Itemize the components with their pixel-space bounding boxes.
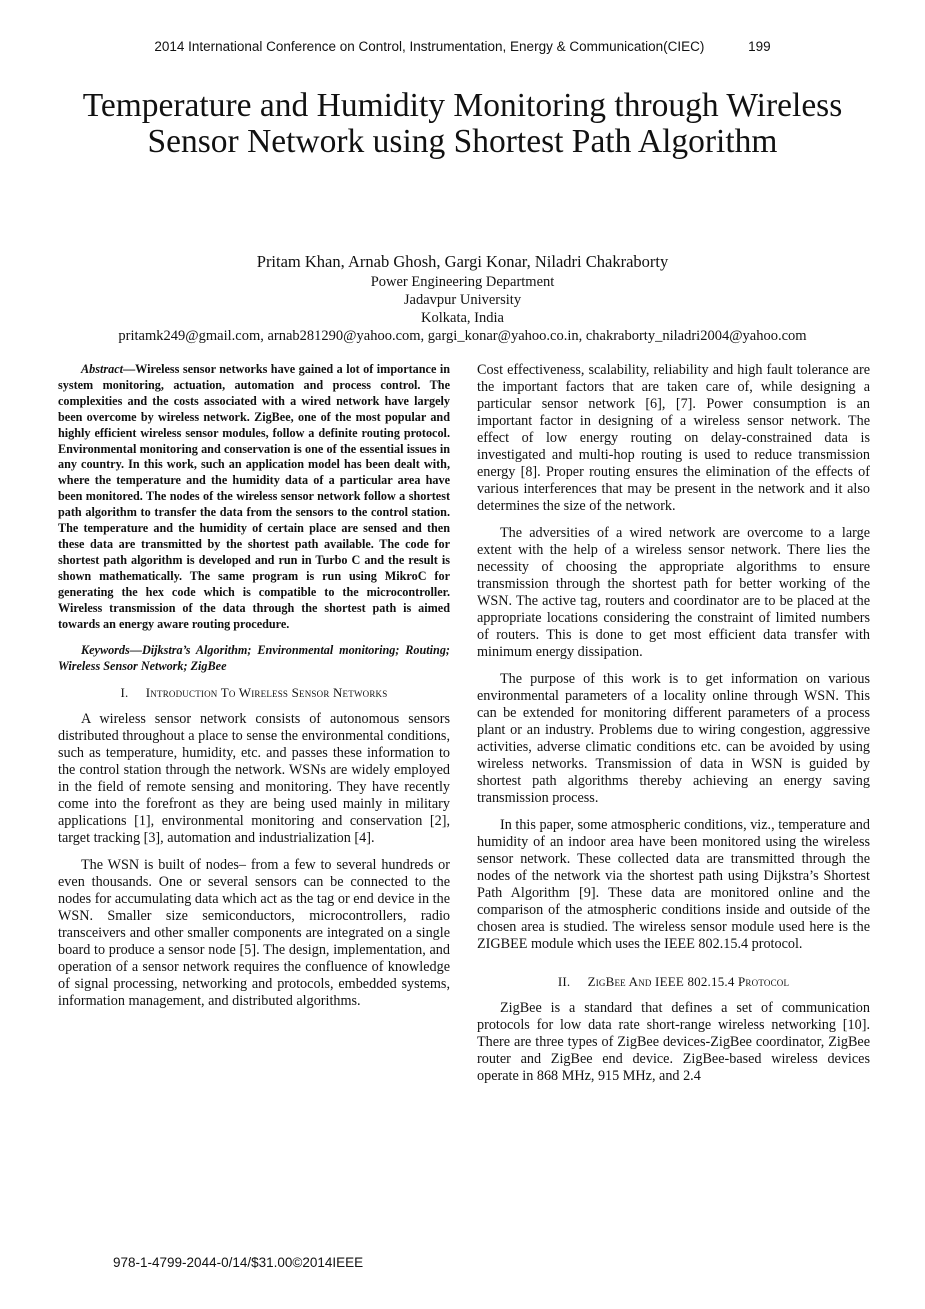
running-header <box>0 39 925 54</box>
page-number: 199 <box>748 39 771 54</box>
copyright-footer: 978-1-4799-2044-0/14/$31.00©2014IEEE <box>113 1255 364 1270</box>
section-title: Introduction To Wireless Sensor Networks <box>145 685 388 701</box>
paragraph: Cost effectiveness, scalability, reliability and high fault tolerance are the important factors that are taken care of, while designing a particular sensor network [6], [7]. Power consumption is an important factor in designing of a wireless sensor network. The effect of low energy routing on delay-constrained data is investigated and multi-hop routing is used to reduce transmission energy [8]. Proper routing ensures the elimination of the effects of various interferences that may be present in the network and it also determines the size of the network. <box>477 362 870 514</box>
paragraph: The WSN is built of nodes– from a few to several hundreds or even thousands. One or several sensors can be connected to the nodes for accumulating data which act as the tag or end device in the WSN. Smaller size semiconductors, microcontrollers, radio transceivers and other smaller components are integrated on a single board to produce a sensor node [5]. The design, implementation, and operation of a sensor network requires the confluence of knowledge of signal processing, networking and protocols, embedded systems, information management, and distributed algorithms. <box>58 857 450 1010</box>
abstract-label: Abstract <box>81 362 123 376</box>
paragraph: ZigBee is a standard that defines a set of communication protocols for low data rate short-range wireless networking [10]. There are three types of ZigBee devices-ZigBee coordinator, ZigBee router and ZigBee end device. ZigBee-based wireless devices operate in 868 MHz, 915 MHz, and 2.4 <box>477 1000 870 1084</box>
right-column <box>477 362 870 1095</box>
keywords: Keywords—Dijkstra’s Algorithm; Environmental monitoring; Routing; Wireless Sensor Network; ZigBee <box>58 643 450 674</box>
section-heading-1 <box>58 684 450 701</box>
author-list: Pritam Khan, Arnab Ghosh, Gargi Konar, Niladri Chakraborty <box>256 252 669 271</box>
left-column <box>58 362 450 1020</box>
paragraph: A wireless sensor network consists of autonomous sensors distributed throughout a place to sense the environmental conditions, such as temperature, humidity, etc. and passes these information to the control station through the network. WSNs are widely employed in the field of remote sensing and monitoring. They have recently come into the forefront as they are being used mainly in military applications [1], environmental monitoring and conservation [2], target tracking [3], automation and industrialization [4]. <box>58 711 450 847</box>
location: Kolkata, India <box>421 310 504 326</box>
abstract-text: —Wireless sensor networks have gained a lot of importance in system monitoring, actuation, automation and process control. The complexities and the costs associated with a wired network have largely been overcome by wireless network. ZigBee, one of the most popular and highly efficient wireless sensor modules, follow a definite routing protocol. Environmental monitoring and conservation is one of the essential issues in any country. In this work, such an application model has been dealt with, where the temperature and the humidity data of a particular area have been monitored. The nodes of the wireless sensor network follow a shortest path algorithm to transfer the data from the sensors to the control station. The temperature and the humidity of certain place are sensed and then these data are transmitted by the shortest path available. The code for shortest path algorithm is developed and run in Turbo C and the result is shown mathematically. The same program is run using MikroC for generating the hex code which is compatible to the microcontroller. Wireless transmission of the data through the shortest path is aimed towards an energy aware routing procedure. <box>58 362 450 631</box>
abstract <box>58 362 450 632</box>
conference-name: 2014 International Conference on Control, Instrumentation, Energy & Communication(CIEC) <box>154 39 705 54</box>
paragraph: The adversities of a wired network are overcome to a large extent with the help of a wireless sensor network. There lies the necessity of choosing the appropriate algorithms to ensure transmission through the shortest path for better working of the WSN. The active tag, routers and coordinator are to be placed at the appropriate locations considering the constraint of limited numbers of routers. This is done to get most efficient data transfer with minimum energy dissipation. <box>477 525 870 660</box>
email-list: pritamk249@gmail.com, arnab281290@yahoo.com, gargi_konar@yahoo.co.in, chakraborty_niladri2004@yahoo.com <box>118 328 807 344</box>
section-heading-2 <box>477 973 870 990</box>
paragraph: The purpose of this work is to get information on various environmental parameters of a locality online through WSN. This can be extended for monitoring different parameters of a process plant or an industry. Problems due to wiring congestion, aggressive activities, adverse climatic conditions etc. can be avoided by using wireless networks. Transmission of data in WSN is guided by shortest path algorithms thereby achieving an energy saving transmission process. <box>477 671 870 806</box>
paragraph: In this paper, some atmospheric conditions, viz., temperature and humidity of an indoor area have been monitored using the wireless sensor network. These collected data are transmitted through the nodes of the network via the shortest path using Dijkstra’s Shortest Path Algorithm [9]. These data are monitored online and the comparison of the atmospheric conditions inside and outside of the chosen area is studied. The wireless sensor module used here is the ZIGBEE module which uses the IEEE 802.15.4 protocol. <box>477 817 870 952</box>
section-number: I. <box>120 685 129 701</box>
paper-title: Temperature and Humidity Monitoring through Wireless Sensor Network using Shortest Path Algorithm <box>82 87 843 160</box>
department: Power Engineering Department <box>370 274 555 290</box>
affiliation-block <box>0 273 925 345</box>
section-title: ZigBee And IEEE 802.15.4 Protocol <box>587 974 790 989</box>
university: Jadavpur University <box>403 292 522 308</box>
section-number: II. <box>557 974 571 989</box>
